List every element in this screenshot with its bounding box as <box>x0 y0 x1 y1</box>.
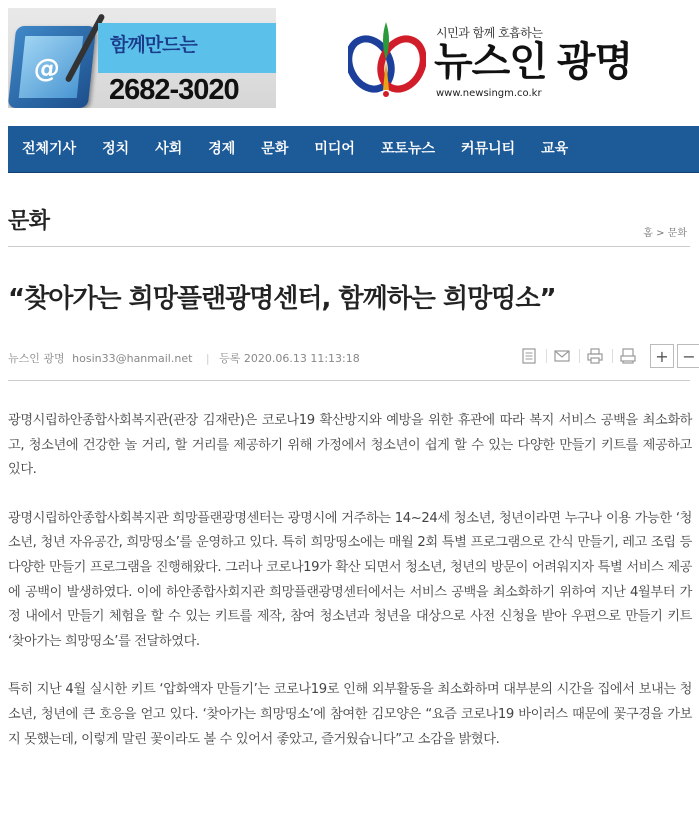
font-increase-button[interactable]: + <box>650 344 674 368</box>
article-tools <box>518 344 699 368</box>
nav-item-politics[interactable]: 정치 <box>102 141 130 157</box>
logo-url: www.newsingm.co.kr <box>436 88 542 99</box>
nav-item-media[interactable]: 미디어 <box>314 141 355 157</box>
section-divider <box>8 246 690 247</box>
article-headline: “찾아가는 희망플랜광명센터, 함께하는 희망띵소” <box>8 284 556 314</box>
article-paragraph: 광명시립하안종합사회복지관 희망플랜광명센터는 광명시에 거주하는 14~24세 청소년, 청년이라면 누구나 이용 가능한 ‘청소년, 청년 자유공간, 희망띵소’를 운영하고 있다. 특히 희망띵소에는 매월 2회 특별 프로그램으로 간식 만들기, 레고 조립 등 다양한 만들기 프로그램을 진행해왔다. 그러나 코로나19가 확산 되면서 청소년, 청년의 방문이 어려워지자 특별 서비스 제공에 공백이 발생하였다. 이에 하안종합사회지관 희망플랜광명센터에서는 서비스 공백을 최소화하기 위하여 지난 4월부터 가정 내에서 만들기 체험을 할 수 있는 키트를 제작, 참여 청소년과 청년을 대상으로 사전 신청을 받아 우편으로 만들기 키트 ‘찾아가는 희망띵소’를 전달하였다. <box>8 510 692 649</box>
logo-slogan: 시민과 함께 호흡하는 <box>436 26 543 40</box>
main-nav <box>8 126 699 173</box>
article-author: 뉴스인 광명 <box>8 352 65 365</box>
email-icon[interactable] <box>551 345 573 367</box>
article-meta: 뉴스인 광명 hosin33@hanmail.net | 등록 2020.06.13 11:13:18 <box>8 352 360 365</box>
print-icon[interactable] <box>584 345 606 367</box>
logo-brand: 뉴스인 <box>434 39 547 85</box>
site-logo[interactable] <box>348 12 668 104</box>
article-paragraph: 특히 지난 4월 실시한 키트 ‘압화액자 만들기’는 코로나19로 인해 외부활동을 최소화하며 대부분의 시간을 집에서 보내는 청소년, 청년에 큰 호응을 얻고 있다. ‘찾아가는 희망띵소’에 참여한 김모양은 “요즘 코로나19 바이러스 때문에 꽃구경을 가보지 못했는데, 이렇게 말린 꽃이라도 볼 수 있어서 좋았고, 즐거웠습니다”고 소감을 밝혔다. <box>8 682 692 747</box>
banner-phone-number: 2682-3020 <box>109 74 239 106</box>
logo-city: 광명 <box>556 39 633 85</box>
banner-promo-text: 함께만드는 <box>110 34 197 56</box>
scrap-icon[interactable] <box>617 345 639 367</box>
meta-divider <box>8 380 690 381</box>
nav-item-culture[interactable]: 문화 <box>261 141 289 157</box>
article-body <box>8 409 692 776</box>
article-paragraph: 광명시립하안종합사회복지관(관장 김재란)은 코로나19 확산방지와 예방을 위한 휴관에 따라 복지 서비스 공백을 최소화하고, 청소년에 건강한 놀 거리, 할 거리를 제공하기 위해 가정에서 청소년이 쉽게 할 수 있는 다양한 만들기 키트를 제공하고 있다. <box>8 413 692 478</box>
nav-item-society[interactable]: 사회 <box>155 141 183 157</box>
article-email[interactable]: hosin33@hanmail.net <box>72 352 193 365</box>
nav-item-photo-news[interactable]: 포토뉴스 <box>380 141 436 157</box>
font-decrease-button[interactable]: − <box>677 344 699 368</box>
breadcrumb[interactable]: 홈 > 문화 <box>643 228 687 239</box>
nav-item-all[interactable]: 전체기사 <box>22 141 77 157</box>
nav-item-economy[interactable]: 경제 <box>208 141 236 157</box>
tablet-illustration <box>8 26 96 108</box>
list-icon[interactable] <box>518 345 540 367</box>
nav-item-education[interactable]: 교육 <box>541 141 569 157</box>
ad-banner[interactable] <box>8 8 276 108</box>
section-title: 문화 <box>8 209 50 234</box>
article-date: 등록 2020.06.13 11:13:18 <box>219 352 360 365</box>
nav-item-community[interactable]: 커뮤니티 <box>461 141 516 157</box>
logo-emblem-icon <box>348 16 426 102</box>
at-sign-icon: @ <box>32 54 62 84</box>
logo-name <box>434 40 632 84</box>
